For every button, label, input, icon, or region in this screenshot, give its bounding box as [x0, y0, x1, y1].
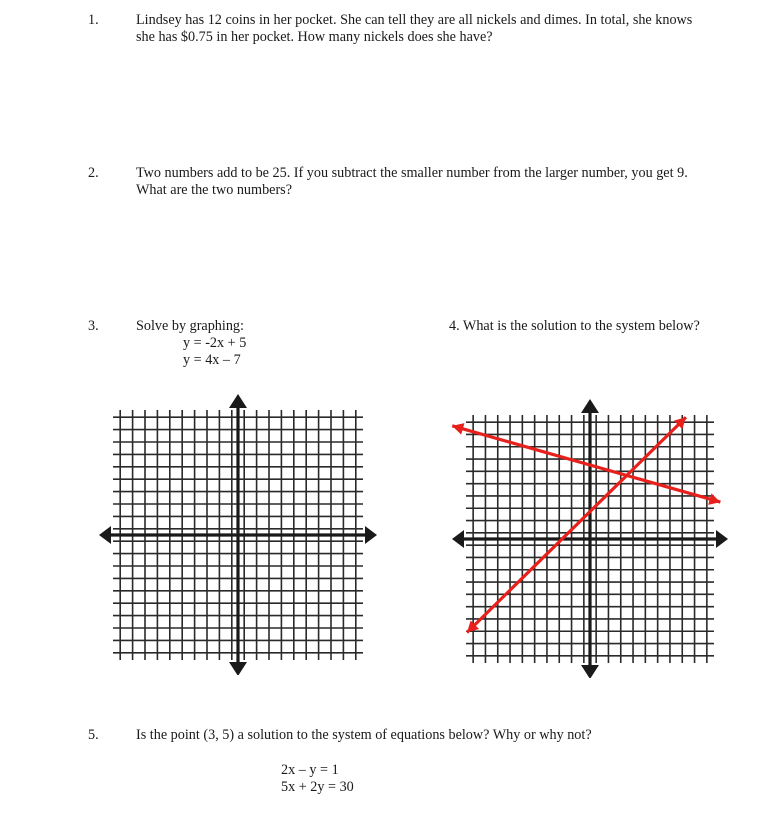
question-number: 3. [88, 318, 99, 334]
question-text-line2: she has $0.75 in her pocket. How many nickels does she have? [136, 29, 493, 45]
question-prompt: 4. What is the solution to the system below? [449, 318, 700, 334]
question-number: 5. [88, 727, 99, 743]
question-text-line1: Two numbers add to be 25. If you subtract the smaller number from the larger number, you get 9. [136, 165, 688, 181]
system-coordinate-grid [440, 388, 745, 678]
arrow-down-icon [229, 662, 247, 675]
equation-1: y = -2x + 5 [183, 335, 247, 351]
question-number: 2. [88, 165, 99, 181]
red-line-increasing [467, 417, 686, 632]
arrow-right-icon [365, 526, 377, 544]
equation-2: 5x + 2y = 30 [281, 779, 354, 795]
equation-1: 2x – y = 1 [281, 762, 339, 778]
question-text-line2: What are the two numbers? [136, 182, 293, 198]
red-line-decreasing [452, 423, 720, 505]
arrow-left-icon [99, 526, 111, 544]
question-prompt: Is the point (3, 5) a solution to the system of equations below? Why or why not? [136, 727, 592, 743]
arrow-right-icon [716, 530, 728, 548]
arrow-left-icon [452, 530, 464, 548]
question-text-line1: Lindsey has 12 coins in her pocket. She can tell they are all nickels and dimes. In total, she knows [136, 12, 693, 28]
question-prompt: Solve by graphing: [136, 318, 244, 334]
arrow-up-icon [581, 399, 599, 413]
arrow-up-icon [229, 394, 247, 408]
question-number: 1. [88, 12, 99, 28]
equation-2: y = 4x – 7 [183, 352, 241, 368]
blank-coordinate-grid[interactable] [90, 385, 390, 675]
arrow-down-icon [581, 665, 599, 678]
